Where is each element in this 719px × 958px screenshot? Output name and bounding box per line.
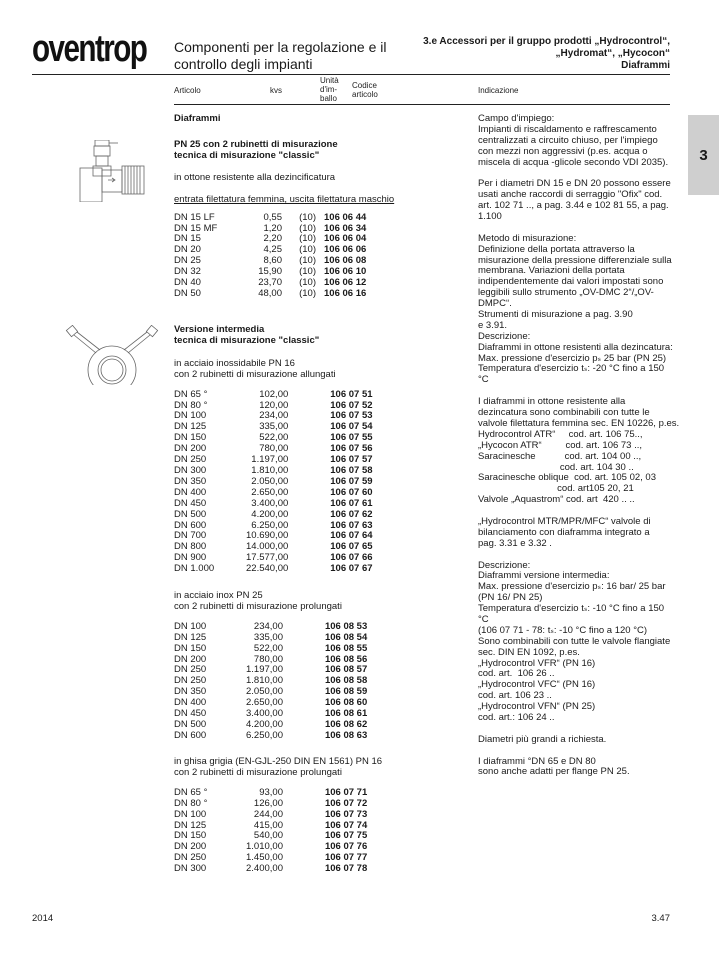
size: DN 250 (174, 664, 207, 676)
pack-unit (283, 720, 321, 731)
table-row (174, 799, 367, 810)
table-row (174, 864, 367, 875)
chapter-tab[interactable]: 3 (688, 115, 719, 195)
article-code: 106 07 67 (330, 563, 373, 575)
text-line: misurazione della pressione differenziale sulla (478, 254, 672, 266)
text-line: Max. pressione d'esercizio pₛ 25 bar (PN 25) (478, 352, 667, 364)
size: DN 100 (174, 808, 207, 820)
article-code: 106 07 62 (330, 508, 373, 520)
article-code: 106 06 44 (324, 211, 367, 223)
pack-unit (288, 553, 326, 564)
size: DN 800 (174, 541, 207, 553)
size: DN 50 (174, 287, 201, 299)
size: DN 500 (174, 508, 207, 520)
size: DN 25 (174, 255, 201, 267)
text-line (478, 550, 678, 561)
kvs: 6.250,00 (246, 729, 283, 741)
size: DN 100 (174, 620, 207, 632)
kvs: 15,90 (258, 266, 282, 278)
kvs: 2.650,00 (251, 486, 289, 498)
section-line: 3.e Accessori per il gruppo prodotti „Hydrocontrol“, (423, 36, 670, 47)
material-note: con 2 rubinetti di misurazione prolungati (174, 766, 342, 778)
kvs: 3.400,00 (251, 497, 289, 509)
text-line: Sono combinabili con tutte le valvole flangiate (478, 635, 671, 647)
pack-unit (283, 665, 321, 676)
kvs: 102,00 (259, 388, 289, 400)
pack-unit (288, 411, 326, 422)
col-codice: Codice articolo (352, 81, 378, 99)
pack-unit: (10) (299, 211, 316, 223)
text-line: sono anche adatti per flange PN 25. (478, 766, 630, 778)
pack-unit (283, 709, 321, 720)
size: DN 1.000 (174, 563, 215, 575)
threaded-orifice-valve-drawing (78, 140, 148, 202)
pack-unit (288, 521, 326, 532)
kvs: 48,00 (258, 287, 282, 299)
text-line: cod. art105 20, 21 (478, 483, 634, 495)
text-line: e 3.91. (478, 319, 508, 331)
size: DN 500 (174, 718, 207, 730)
text-line: Temperatura d'esercizio tₛ: -20 °C fino a 150 (478, 363, 665, 375)
text-line: Descrizione: (478, 559, 531, 571)
text-line: usati anche raccordi di serraggio "Ofix" cod. (478, 189, 663, 201)
size: DN 400 (174, 486, 207, 498)
article-code: 106 06 16 (324, 287, 367, 299)
kvs: 1.810,00 (246, 675, 283, 687)
size: DN 900 (174, 552, 207, 564)
pack-unit (288, 531, 326, 542)
kvs: 126,00 (253, 797, 283, 809)
article-code: 106 08 63 (324, 729, 368, 741)
size: DN 300 (174, 863, 207, 875)
pack-unit: (10) (299, 222, 316, 234)
col-unita: Unità d'im- ballo (320, 76, 339, 103)
pack-unit (288, 401, 326, 412)
kvs: 23,70 (258, 277, 282, 289)
pack-unit (283, 788, 321, 799)
article-code: 106 07 76 (324, 841, 368, 853)
article-code: 106 08 58 (324, 675, 368, 687)
section-title: PN 25 con 2 rubinetti di misurazione (174, 139, 338, 150)
section-title: Versione intermedia (174, 324, 265, 335)
kvs: 540,00 (253, 830, 283, 842)
pack-unit (283, 853, 321, 864)
kvs: 1.810,00 (251, 464, 289, 476)
pack-unit: (10) (299, 255, 316, 267)
pack-unit (283, 633, 321, 644)
pack-unit (283, 731, 321, 742)
article-code: 106 07 60 (330, 486, 373, 498)
table-row (174, 731, 367, 742)
section-heading (423, 36, 670, 72)
article-code: 106 07 71 (324, 786, 368, 798)
kvs: 8,60 (263, 255, 282, 267)
text-line: cod. art. 104 30 .. (478, 461, 634, 473)
size: DN 450 (174, 497, 207, 509)
text-line: „Hydrocontrol VFC“ (PN 16) (478, 679, 596, 691)
text-line: Diaframmi versione intermedia: (478, 570, 610, 582)
text-line (478, 746, 678, 757)
size: DN 125 (174, 421, 207, 433)
text-line: Metodo di misurazione: (478, 232, 577, 244)
kvs: 234,00 (253, 620, 283, 632)
pack-unit (288, 510, 326, 521)
wafer-orifice-plate-drawing (60, 325, 165, 385)
column-divider (174, 104, 670, 105)
text-line: Temperatura d'esercizio tₛ: -10 °C fino a 150 (478, 603, 665, 615)
article-code: 106 08 54 (324, 631, 368, 643)
size: DN 80 ° (174, 797, 208, 809)
kvs: 93,00 (259, 786, 283, 798)
article-table (174, 622, 367, 742)
size: DN 150 (174, 432, 207, 444)
pack-unit (288, 455, 326, 466)
connection-note: entrata filettatura femmina, uscita filettatura maschio (174, 193, 395, 205)
material-note: con 2 rubinetti di misurazione allungati (174, 368, 336, 380)
kvs: 415,00 (253, 819, 283, 831)
material-note: in acciaio inossidabile PN 16 (174, 357, 295, 369)
kvs: 244,00 (253, 808, 283, 820)
pack-unit (288, 564, 326, 575)
text-line: °C (478, 374, 489, 386)
text-line: Definizione della portata attraverso la (478, 243, 635, 255)
pack-unit (283, 821, 321, 832)
text-line: dezincatura sono combinabili con tutte le (478, 407, 650, 419)
text-line: con mezzi non aggressivi (p.es. acqua o (478, 145, 648, 157)
pack-unit: (10) (299, 266, 316, 278)
kvs: 1.197,00 (246, 664, 283, 676)
text-line: sec. DIN EN 1092, p.es. (478, 646, 580, 658)
size: DN 32 (174, 266, 201, 278)
size: DN 40 (174, 277, 201, 289)
text-line: Diaframmi in ottone resistenti alla dezincatura: (478, 341, 673, 353)
page-title: Componenti per la regolazione e il controllo degli impianti (174, 39, 387, 72)
table-row (174, 510, 373, 521)
indicazione-text (478, 114, 678, 778)
text-line: cod. art.: 106 24 .. (478, 711, 555, 723)
size: DN 250 (174, 454, 207, 466)
size: DN 350 (174, 475, 207, 487)
article-code: 106 07 77 (324, 852, 368, 864)
article-code: 106 07 55 (330, 432, 373, 444)
text-line: I diaframmi in ottone resistente alla (478, 396, 626, 408)
table-row (174, 213, 366, 224)
kvs: 2.050,00 (246, 686, 283, 698)
size: DN 700 (174, 530, 207, 542)
section-intermediate-stainless-pn16 (174, 325, 373, 575)
text-line: (PN 16/ PN 25) (478, 592, 543, 604)
size: DN 300 (174, 464, 207, 476)
article-code: 106 07 72 (324, 797, 368, 809)
size: DN 400 (174, 697, 207, 709)
article-code: 106 06 12 (324, 277, 367, 289)
text-line: 1.100 (478, 211, 502, 223)
text-line: „Hydrocontrol MTR/MPR/MFC“ valvole di (478, 515, 651, 527)
pack-unit (283, 644, 321, 655)
pack-unit (288, 466, 326, 477)
text-line: (106 07 71 - 78: tₛ: -10 °C fino a 120 °C) (478, 624, 648, 636)
article-code: 106 07 65 (330, 541, 373, 553)
size: DN 200 (174, 443, 207, 455)
article-code: 106 07 74 (324, 819, 368, 831)
header-divider (32, 74, 670, 75)
kvs: 4,25 (263, 244, 282, 256)
article-code: 106 08 60 (324, 697, 368, 709)
size: DN 600 (174, 519, 207, 531)
text-line: Max. pressione d'esercizio pₛ: 16 bar/ 25 bar (478, 581, 666, 593)
text-line: Saracinesche cod. art. 104 00 .., (478, 450, 642, 462)
article-code: 106 07 73 (324, 808, 368, 820)
text-line: Descrizione: (478, 330, 531, 342)
pack-unit (283, 799, 321, 810)
article-code: 106 07 64 (330, 530, 373, 542)
article-code: 106 06 10 (324, 266, 367, 278)
text-line: Valvole „Aquastrom“ cod. art 420 .. .. (478, 494, 635, 506)
article-code: 106 07 58 (330, 464, 373, 476)
kvs: 3.400,00 (246, 708, 283, 720)
pack-unit (283, 622, 321, 633)
table-row (174, 564, 373, 575)
size: DN 65 ° (174, 786, 208, 798)
section-stainless-pn25 (174, 591, 367, 742)
brand-logo: oventrop (32, 28, 147, 70)
text-line: I diaframmi °DN 65 e DN 80 (478, 755, 596, 767)
size: DN 450 (174, 708, 207, 720)
text-line: Campo d'impiego: (478, 113, 555, 124)
kvs: 1.197,00 (251, 454, 289, 466)
article-table (174, 788, 367, 875)
size: DN 250 (174, 675, 207, 687)
article-code: 106 08 55 (324, 642, 368, 654)
text-line: „Hydrocontrol VFR“ (PN 16) (478, 657, 596, 669)
table-row (174, 633, 367, 644)
pack-unit (283, 687, 321, 698)
size: DN 20 (174, 244, 201, 256)
text-line: „Hydrocontrol VFN“ (PN 25) (478, 701, 596, 713)
text-line: indipendentemente dai valori impostati sono (478, 276, 664, 288)
kvs: 4.200,00 (246, 718, 283, 730)
text-line: membrana. Variazioni della portata (478, 265, 625, 277)
kvs: 2,20 (263, 233, 282, 245)
kvs: 2.650,00 (246, 697, 283, 709)
text-line: valvole filettatura femmina sec. EN 10226, p.es. (478, 417, 680, 429)
kvs: 120,00 (259, 399, 289, 411)
article-code: 106 07 51 (330, 388, 373, 400)
text-line: Strumenti di misurazione a pag. 3.90 (478, 309, 633, 321)
pack-unit: (10) (299, 244, 316, 256)
size: DN 350 (174, 686, 207, 698)
article-code: 106 07 53 (330, 410, 373, 422)
article-code: 106 07 57 (330, 454, 373, 466)
kvs: 335,00 (253, 631, 283, 643)
article-code: 106 06 34 (324, 222, 367, 234)
col-articolo: Articolo (174, 86, 201, 95)
size: DN 150 (174, 642, 207, 654)
text-line: °C (478, 613, 489, 625)
pack-unit (283, 831, 321, 842)
kvs: 780,00 (259, 443, 289, 455)
kvs: 522,00 (259, 432, 289, 444)
col-kvs: kvs (270, 86, 282, 95)
pack-unit: (10) (299, 287, 316, 299)
size: DN 15 MF (174, 222, 218, 234)
size: DN 125 (174, 631, 207, 643)
kvs: 234,00 (259, 410, 289, 422)
size: DN 15 LF (174, 211, 215, 223)
table-row (174, 289, 366, 300)
text-line: leggibili sullo strumento „OV-DMC 2“/„OV- (478, 287, 654, 299)
size: DN 600 (174, 729, 207, 741)
text-line: Impianti di riscaldamento e raffrescamento (478, 123, 657, 135)
kvs: 0,55 (263, 211, 282, 223)
size: DN 80 ° (174, 399, 208, 411)
article-table (174, 390, 373, 575)
size: DN 200 (174, 841, 207, 853)
material-note: in acciaio inox PN 25 (174, 590, 263, 601)
pack-unit (283, 842, 321, 853)
footer-page-number: 3.47 (651, 913, 670, 924)
section-pn25-brass (174, 140, 394, 300)
section-subtitle: tecnica di misurazione "classic" (174, 149, 320, 161)
kvs: 4.200,00 (251, 508, 289, 520)
footer-year: 2014 (32, 913, 54, 924)
pack-unit (288, 444, 326, 455)
article-code: 106 08 56 (324, 653, 368, 665)
size: DN 125 (174, 819, 207, 831)
article-code: 106 07 75 (324, 830, 368, 842)
kvs: 6.250,00 (251, 519, 289, 531)
category-heading: Diaframmi (174, 113, 221, 124)
pack-unit (283, 698, 321, 709)
text-line: Hydrocontrol ATR“ cod. art. 106 75.., (478, 428, 643, 440)
text-line: Saracinesche oblique cod. art. 105 02, 03 (478, 472, 656, 484)
text-line: cod. art. 106 26 .. (478, 668, 555, 680)
article-table (174, 213, 366, 300)
article-code: 106 07 61 (330, 497, 373, 509)
kvs: 17.577,00 (246, 552, 289, 564)
article-code: 106 07 54 (330, 421, 373, 433)
material-note: con 2 rubinetti di misurazione prolungati (174, 600, 342, 612)
pack-unit (288, 422, 326, 433)
kvs: 335,00 (259, 421, 289, 433)
article-code: 106 07 52 (330, 399, 373, 411)
article-code: 106 08 62 (324, 718, 368, 730)
pack-unit (288, 542, 326, 553)
pack-unit: (10) (299, 277, 316, 289)
kvs: 1.010,00 (246, 841, 283, 853)
text-line: miscela di acqua -glicole secondo VDI 2035). (478, 156, 669, 168)
article-code: 106 06 04 (324, 233, 367, 245)
kvs: 10.690,00 (246, 530, 289, 542)
text-line: DMPC“. (478, 298, 512, 310)
material-note: in ghisa grigia (EN-GJL-250 DIN EN 1561) PN 16 (174, 756, 383, 767)
size: DN 65 ° (174, 388, 208, 400)
pack-unit (283, 676, 321, 687)
kvs: 1,20 (263, 222, 282, 234)
text-line: pag. 3.31 e 3.32 . (478, 537, 552, 549)
table-row (174, 644, 367, 655)
article-code: 106 06 08 (324, 255, 367, 267)
size: DN 200 (174, 653, 207, 665)
text-line: art. 102 71 .., a pag. 3.44 e 102 81 55, a pag. (478, 200, 669, 212)
table-row (174, 810, 367, 821)
col-indicazione: Indicazione (478, 86, 519, 95)
pack-unit (288, 499, 326, 510)
text-line: Per i diametri DN 15 e DN 20 possono essere (478, 178, 671, 190)
article-code: 106 07 66 (330, 552, 373, 564)
material-note: in ottone resistente alla dezincificatura (174, 171, 336, 183)
pack-unit (283, 655, 321, 666)
text-line: cod. art. 106 23 .. (478, 690, 552, 702)
kvs: 1.450,00 (246, 852, 283, 864)
size: DN 100 (174, 410, 207, 422)
article-code: 106 06 06 (324, 244, 367, 256)
section-subtitle: tecnica di misurazione "classic" (174, 334, 320, 346)
text-line: Diametri più grandi a richiesta. (478, 733, 607, 745)
article-code: 106 08 53 (324, 620, 368, 632)
pack-unit (288, 488, 326, 499)
article-code: 106 07 59 (330, 475, 373, 487)
pack-unit (283, 864, 321, 875)
kvs: 780,00 (253, 653, 283, 665)
table-row (174, 499, 373, 510)
article-code: 106 08 57 (324, 664, 368, 676)
size: DN 15 (174, 233, 201, 245)
text-line: centralizzati a circuito chiuso, per l'impiego (478, 134, 658, 146)
section-cast-iron-pn16 (174, 757, 382, 875)
pack-unit (288, 390, 326, 401)
kvs: 22.540,00 (246, 563, 289, 575)
kvs: 14.000,00 (246, 541, 289, 553)
text-line: „Hycocon ATR“ cod. art. 106 73 .., (478, 439, 643, 451)
size: DN 250 (174, 852, 207, 864)
kvs: 2.050,00 (251, 475, 289, 487)
article-code: 106 07 56 (330, 443, 373, 455)
article-code: 106 08 61 (324, 708, 368, 720)
section-line: „Hydromat“, „Hycocon“ (555, 48, 670, 59)
size: DN 150 (174, 830, 207, 842)
section-line: Diaframmi (621, 60, 670, 71)
article-code: 106 07 63 (330, 519, 373, 531)
article-code: 106 08 59 (324, 686, 368, 698)
kvs: 522,00 (253, 642, 283, 654)
pack-unit (288, 433, 326, 444)
text-line: bilanciamento con diaframma integrato a (478, 526, 650, 538)
pack-unit (288, 477, 326, 488)
table-row (174, 390, 373, 401)
pack-unit: (10) (299, 233, 316, 245)
pack-unit (283, 810, 321, 821)
kvs: 2.400,00 (246, 863, 283, 875)
article-code: 106 07 78 (324, 863, 368, 875)
